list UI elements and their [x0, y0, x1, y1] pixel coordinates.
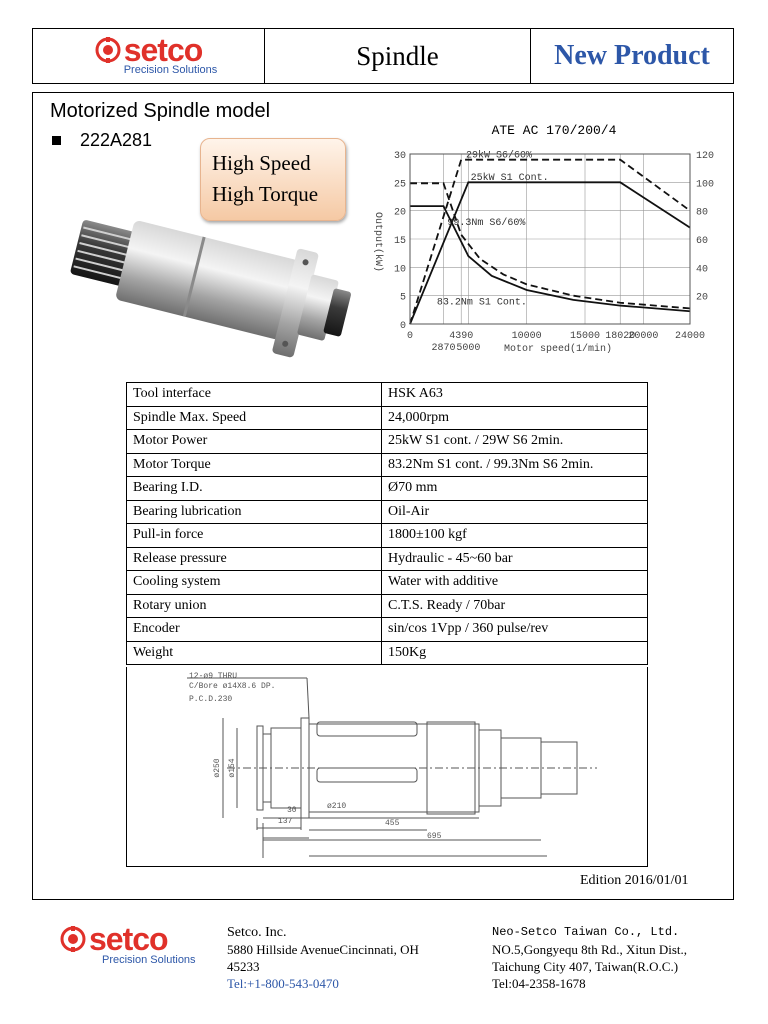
y-tick-label: 15 [393, 236, 406, 247]
spec-label: Motor Torque [127, 453, 382, 477]
footer-brand-subtitle: Precision Solutions [102, 954, 196, 966]
tw-address-line2: Taichung City 407, Taiwan(R.O.C.) [492, 959, 679, 974]
spec-label: Release pressure [127, 547, 382, 571]
x-tick-label: 15000 [569, 331, 601, 342]
footer-brand-name: setco [89, 921, 168, 957]
model-number: 222A281 [80, 130, 153, 150]
y-right-tick-label: 100 [696, 179, 715, 191]
series-label: 29kW S6/60% [466, 150, 533, 162]
spec-row [127, 430, 648, 454]
dim-30: 30 [287, 806, 297, 815]
x-axis-label: Motor speed(1/min) [503, 344, 613, 355]
tw-address-line1: NO.5,Gongyequ 8th Rd., Xitun Dist., [492, 942, 687, 957]
x-tick-label: 18020 [605, 331, 636, 342]
y-right-tick-label: 120 [696, 151, 715, 162]
spec-label: Spindle Max. Speed [127, 406, 382, 430]
spec-value: Hydraulic - 45~60 bar [382, 547, 648, 571]
us-phone-link[interactable]: Tel:+1-800-543-0470 [227, 976, 339, 991]
brand-subtitle: Precision Solutions [123, 64, 218, 76]
chart-title: ATE AC 170/200/4 [491, 123, 617, 138]
series-line [410, 183, 690, 308]
spec-value: Ø70 mm [382, 477, 648, 501]
dim-154: ø154 [228, 758, 237, 778]
drawing-note-pcd: P.C.D.230 [189, 695, 233, 704]
x-tick-label: 10000 [511, 331, 542, 342]
x-tick-label: 5000 [456, 343, 481, 354]
y-tick-label: 25 [393, 179, 406, 191]
spec-value: 150Kg [382, 641, 648, 665]
spec-label: Bearing lubrication [127, 500, 382, 524]
spec-row [127, 641, 648, 665]
y-right-tick-label: 40 [696, 264, 709, 276]
header-logo [33, 29, 265, 83]
taiwan-contact [492, 924, 752, 992]
x-tick-label: 20000 [628, 331, 659, 342]
y-tick-label: 10 [393, 264, 406, 276]
tw-phone: Tel:04-2358-1678 [492, 976, 586, 991]
spec-value: Water with additive [382, 571, 648, 595]
spec-row [127, 524, 648, 548]
spec-table [126, 382, 648, 665]
feature-badge [200, 138, 346, 221]
spec-row [127, 383, 648, 407]
spec-row [127, 453, 648, 477]
spec-value: 83.2Nm S1 cont. / 99.3Nm S6 2min. [382, 453, 648, 477]
series-label: 83.2Nm S1 Cont. [436, 297, 527, 309]
x-tick-label: 4390 [449, 331, 474, 342]
spec-row [127, 406, 648, 430]
header-bar [32, 28, 734, 84]
product-heading: Motorized Spindle model [50, 100, 271, 122]
dim-210: ø210 [327, 802, 347, 811]
x-tick-label: 0 [406, 331, 414, 342]
spec-label: Rotary union [127, 594, 382, 618]
drawing-note-thru: 12-ø9 THRU [189, 672, 238, 681]
y-tick-label: 5 [399, 292, 406, 304]
spec-value: HSK A63 [382, 383, 648, 407]
badge-line-torque: High Torque [212, 182, 319, 206]
spec-label: Pull-in force [127, 524, 382, 548]
dim-455: 455 [385, 819, 400, 828]
dim-137: 137 [278, 817, 293, 826]
tw-company-name: Neo-Setco Taiwan Co., Ltd. [492, 925, 680, 939]
spec-label: Encoder [127, 618, 382, 642]
spec-value: C.T.S. Ready / 70bar [382, 594, 648, 618]
spec-value: Oil-Air [382, 500, 648, 524]
badge-line-speed: High Speed [212, 151, 311, 175]
y-right-tick-label: 80 [696, 207, 709, 219]
page-title: Spindle [265, 29, 531, 83]
spec-row [127, 594, 648, 618]
dim-695: 695 [427, 832, 442, 841]
spec-row [127, 500, 648, 524]
edition-date: Edition 2016/01/01 [580, 873, 689, 888]
x-tick-label: 2870 [431, 343, 456, 354]
us-company-name: Setco. Inc. [227, 925, 287, 940]
spec-label: Cooling system [127, 571, 382, 595]
spec-value: 24,000rpm [382, 406, 648, 430]
spec-value: sin/cos 1Vpp / 360 pulse/rev [382, 618, 648, 642]
us-contact [227, 924, 467, 992]
y-right-tick-label: 20 [696, 292, 709, 304]
new-product-tag: New Product [554, 40, 710, 71]
spec-row [127, 477, 648, 501]
spec-label: Motor Power [127, 430, 382, 454]
drawing-note-bore: C/Bore ø14X8.6 DP. [189, 682, 276, 691]
dim-250: ø250 [213, 758, 222, 778]
spec-row [127, 547, 648, 571]
spec-label: Bearing I.D. [127, 477, 382, 501]
series-label: 25kW S1 Cont. [470, 173, 549, 185]
y-right-tick-label: 60 [696, 236, 709, 247]
spec-value: 1800±100 kgf [382, 524, 648, 548]
chart-series [410, 149, 690, 324]
spec-label: Tool interface [127, 383, 382, 407]
us-address-line1: 5880 Hillside AvenueCincinnati, OH [227, 942, 419, 957]
spindle-image [60, 210, 360, 370]
y-tick-label: 0 [399, 321, 406, 332]
spec-value: 25kW S1 cont. / 29W S6 2min. [382, 430, 648, 454]
y-tick-label: 20 [393, 207, 406, 219]
spec-label: Weight [127, 641, 382, 665]
spec-row [127, 571, 648, 595]
y-tick-label: 30 [393, 151, 406, 162]
technical-drawing [127, 668, 647, 866]
us-address-line2: 45233 [227, 959, 260, 974]
x-tick-label: 24000 [674, 331, 706, 342]
power-torque-chart [362, 112, 722, 362]
model-line [52, 130, 152, 151]
brand-name: setco [123, 32, 203, 68]
spec-row [127, 618, 648, 642]
footer-logo [60, 921, 210, 966]
bullet-icon [52, 136, 61, 145]
series-label: 99.3Nm S6/60% [447, 217, 526, 229]
y-axis-label: Output(kW) [372, 211, 383, 273]
setco-logo-icon [95, 37, 121, 63]
setco-logo-icon [60, 926, 86, 952]
